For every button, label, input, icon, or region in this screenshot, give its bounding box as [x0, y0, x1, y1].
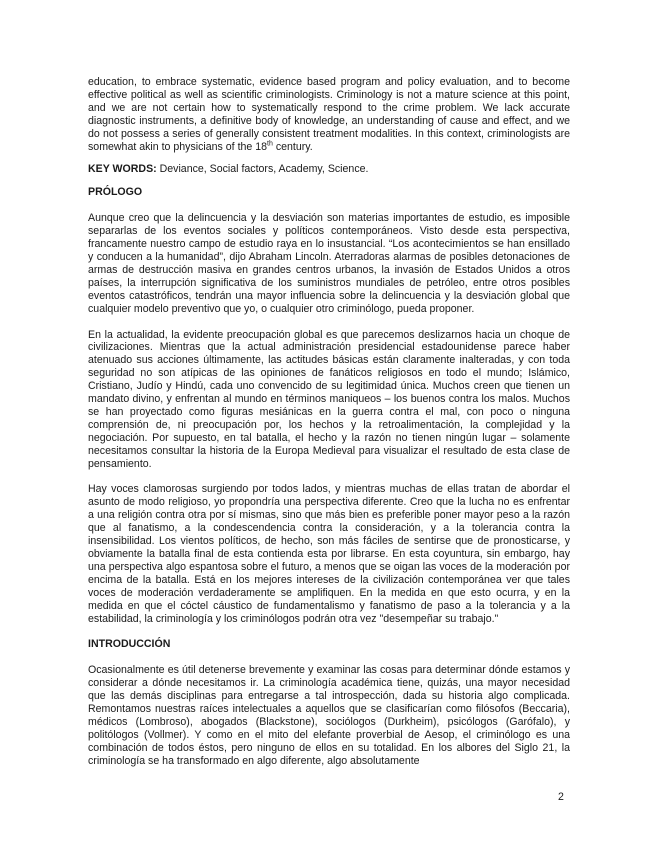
section-heading-prologo: PRÓLOGO — [88, 186, 143, 199]
document-page — [88, 76, 570, 768]
abstract-superscript: th — [267, 140, 273, 147]
prologo-paragraph-2: En la actualidad, la evidente preocupación global es que parecemos deslizarnos hacia un choque de civilizaciones. Mientras que la actual administración presidencial estadounidense parece haber atenuado sus acciones últimamente, las actitudes básicas están claramente inalteradas, y con toda seguridad no son atípicas de las opiniones de fanáticos religiosos en todo el mundo; Islámico, Cristiano, Judío y Hindú, cada uno convencido de su legitimidad única. Muchos creen que tienen un mandato divino, y enfrentan al mundo en términos maniqueos – los buenos contra los malos. Muchos se han proyectado como figuras mesiánicas en la guerra contra el mal, con poco o ninguna comprensión de, ni preocupación por, los hechos y la retroalimentación, la complejidad y la negociación. Por supuesto, en tal batalla, el hecho y la razón no tienen ningún lugar – solamente necesitamos consultar la historia de la Europa Medieval para visualizar el resultado de esta clase de pensamiento. — [88, 328, 570, 470]
keywords-text: Deviance, Social factors, Academy, Science. — [156, 163, 369, 176]
keywords-label: KEY WORDS: — [88, 163, 157, 176]
page-number: 2 — [558, 791, 564, 803]
introduccion-paragraph-1: Ocasionalmente es útil detenerse brevemente y examinar las cosas para determinar dónde estamos y considerar a dónde necesitamos ir. La criminología académica tiene, quizás, una mayor necesidad que las demás disciplinas para entregarse a tal introspección, dada su historia algo complicada. Remontamos nuestras raíces intelectuales a aquellos que se clasificarían como filósofos (Beccaria), médicos (Lombroso), abogados (Blackstone), sociólogos (Durkheim), psicólogos (Garófalo), y politólogos (Vollmer). Y como en el mito del elefante proverbial de Aesop, el criminólogo es una combinación de todos éstos, pero ninguno de ellos en su totalidad. En los albores del Siglo 21, la criminología se ha transformado en algo diferente, algo absolutamente — [88, 664, 570, 767]
prologo-paragraph-3: Hay voces clamorosas surgiendo por todos lados, y mientras muchas de ellas tratan de abordar el asunto de modo religioso, yo propondría una perspectiva diferente. Creo que la lucha no es enfrentar a una religión contra otra por sí mismas, sino que más bien es preferible poner mayor peso a la razón que al fanatismo, a la condescendencia contra la consideración, y a la tolerancia contra la insensibilidad. Los vientos políticos, de hecho, son más fáciles de sentirse que de pronosticarse, y obviamente la batalla final de esta contienda esta por librarse. En esta coyuntura, sin embargo, hay una perspectiva algo espantosa sobre el futuro, a menos que se oigan las voces de la moderación por encima de la batalla. Está en los mejores intereses de la civilización contemporánea ver que tales voces de moderación verdaderamente se amplifiquen. En la medida en que esto ocurra, y en la medida en que el cóctel cáustico de fundamentalismo y fanatismo de paso a la tolerancia y a la estabilidad, la criminología y los criminólogos podrán otra vez "desempeñar su trabajo." — [88, 483, 570, 625]
abstract-text: education, to embrace systematic, evidence based program and policy evaluation, and to become effective political as well as scientific criminologists. Criminology is not a mature science at this point, and we are not certain how to systematically respond to the crime problem. We lack accurate diagnostic instruments, a definitive body of knowledge, an understanding of cause and effect, and we do not possess a series of generally consistent treatment modalities. In this context, criminologists are somewhat akin to physicians of the 18 — [88, 76, 570, 153]
abstract-text-end: century. — [272, 140, 313, 153]
keywords-line — [88, 163, 570, 176]
prologo-paragraph-1: Aunque creo que la delincuencia y la desviación son materias importantes de estudio, es imposible separarlas de los eventos sociales y políticos contemporáneos. Visto desde esta perspectiva, francamente nuestro campo de estudio raya en lo insustancial. “Los acontecimientos se han ensillado y conducen a la humanidad”, dijo Abraham Lincoln. Aterradoras alarmas de posibles detonaciones de armas de destrucción masiva en grandes centros urbanos, la invasión de Estados Unidos a otros países, la interrupción significativa de los suministros mundiales de petróleo, entre otros posibles eventos catastróficos, tendrán una mayor influencia sobre la delincuencia y la desviación global que cualquier modelo preventivo que yo, o cualquier otro criminólogo, pueda proponer. — [88, 212, 570, 315]
abstract-paragraph — [88, 76, 570, 153]
section-heading-introduccion: INTRODUCCIÓN — [88, 638, 171, 651]
